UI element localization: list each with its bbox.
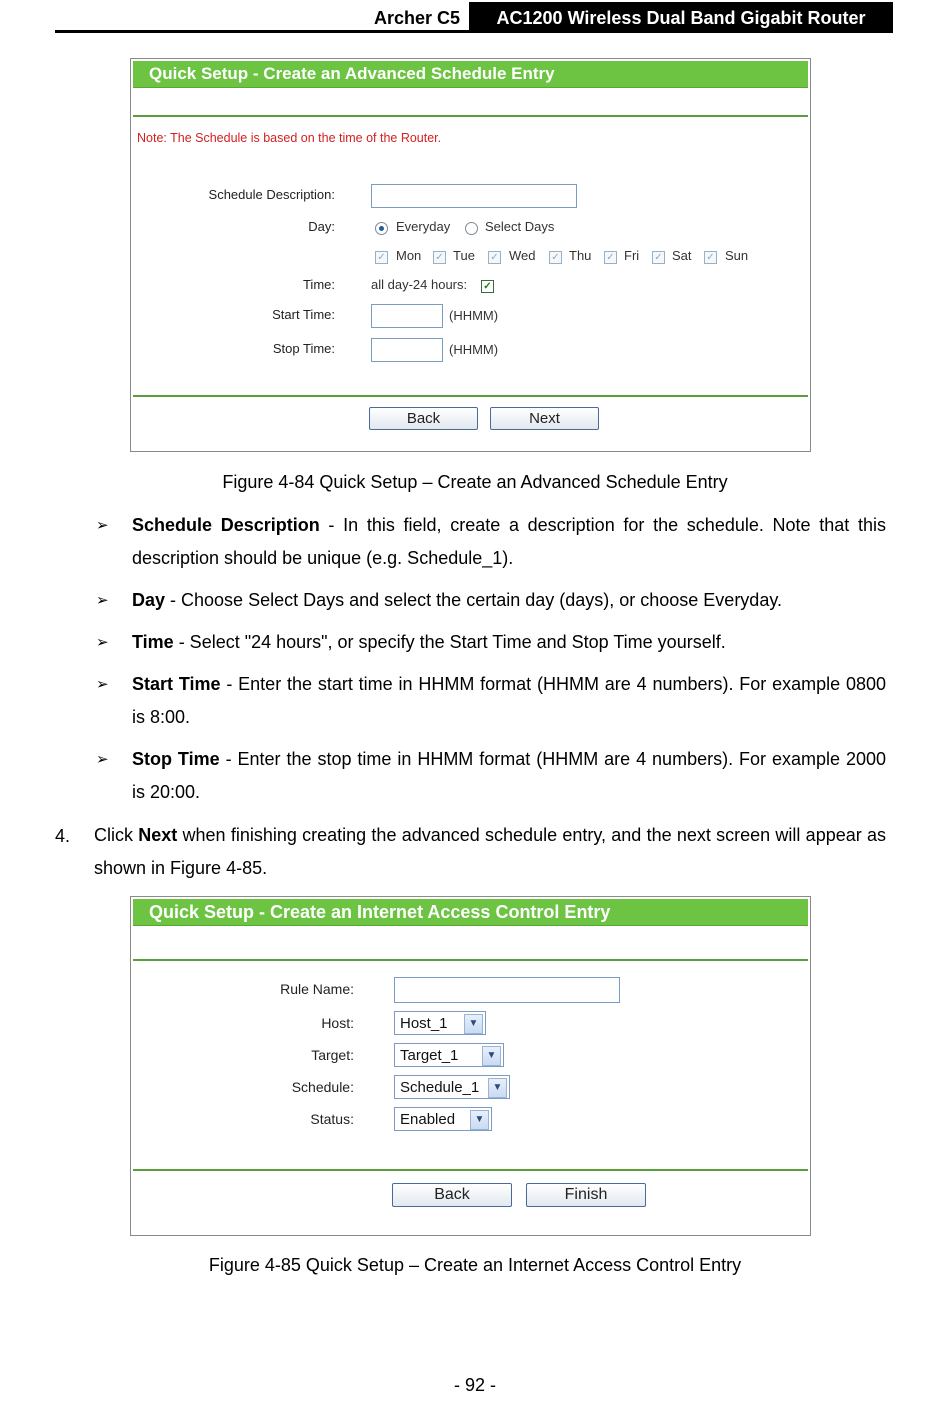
start-time-label: Start Time: (272, 307, 335, 322)
schedule-value: Schedule_1 (400, 1079, 480, 1096)
host-label: Host: (321, 1015, 354, 1031)
target-label: Target: (311, 1047, 354, 1063)
everyday-radio[interactable] (375, 222, 388, 235)
bullet-arrow-icon: ➢ (96, 634, 109, 651)
day-label-tue: Tue (453, 248, 475, 263)
divider (133, 959, 808, 961)
day-checkbox-sat[interactable]: ✓ (652, 251, 665, 264)
schedule-description-label: Schedule Description: (208, 187, 335, 202)
step-text: when finishing creating the advanced schedule entry, and the next screen will appear as shown in Figure 4-85. (94, 825, 887, 878)
rule-name-label: Rule Name: (280, 981, 354, 997)
day-checkbox-sun[interactable]: ✓ (704, 251, 717, 264)
schedule-entry-screenshot (130, 58, 811, 452)
bullet-item (132, 509, 886, 575)
access-control-screenshot (130, 896, 811, 1236)
bullet-term: Start Time (132, 674, 221, 694)
day-label-fri: Fri (624, 248, 640, 263)
day-label-sun: Sun (725, 248, 749, 263)
header-model: Archer C5 (373, 8, 460, 28)
day-label-sat: Sat (672, 248, 692, 263)
schedule-select[interactable] (394, 1075, 510, 1099)
day-label-mon: Mon (396, 248, 422, 263)
chevron-down-icon[interactable]: ▼ (464, 1014, 483, 1034)
bullet-item (132, 743, 886, 809)
day-label-thu: Thu (569, 248, 592, 263)
step-paragraph (94, 819, 886, 885)
bullet-item (132, 584, 886, 617)
everyday-label: Everyday (396, 219, 451, 234)
host-select[interactable] (394, 1011, 486, 1035)
day-checkbox-thu[interactable]: ✓ (549, 251, 562, 264)
divider (133, 1169, 808, 1171)
host-value: Host_1 (400, 1015, 448, 1032)
all-day-checkbox[interactable]: ✓ (481, 280, 494, 293)
day-checkbox-fri[interactable]: ✓ (604, 251, 617, 264)
step-text: Click (94, 825, 139, 845)
rule-name-input[interactable] (394, 977, 620, 1003)
bullet-term: Stop Time (132, 749, 220, 769)
day-label: Day: (308, 219, 335, 234)
stop-time-input[interactable] (371, 338, 443, 362)
panel-title: Quick Setup - Create an Internet Access Control Entry (133, 899, 808, 926)
status-value: Enabled (400, 1111, 456, 1128)
divider (133, 115, 808, 117)
bullet-text: - Enter the stop time in HHMM format (HHMM are 4 numbers). For example 2000 is 20:00. (132, 749, 886, 802)
bullet-text: - Enter the start time in HHMM format (HHMM are 4 numbers). For example 0800 is 8:00. (132, 674, 887, 727)
chevron-down-icon[interactable]: ▼ (470, 1110, 489, 1130)
bullet-item (132, 668, 886, 734)
chevron-down-icon[interactable]: ▼ (482, 1046, 501, 1066)
schedule-label: Schedule: (291, 1079, 354, 1095)
panel-title: Quick Setup - Create an Advanced Schedule Entry (133, 61, 808, 88)
target-select[interactable] (394, 1043, 504, 1067)
figure-caption: Figure 4-84 Quick Setup – Create an Advanced Schedule Entry (222, 472, 728, 492)
back-button[interactable]: Back (369, 407, 478, 430)
stop-time-format: (HHMM) (449, 342, 499, 357)
back-button[interactable]: Back (392, 1183, 512, 1207)
bullet-text: - Select "24 hours", or specify the Start Time and Stop Time yourself. (173, 632, 726, 652)
select-days-radio[interactable] (465, 222, 478, 235)
day-checkbox-mon[interactable]: ✓ (375, 251, 388, 264)
status-select[interactable] (394, 1107, 492, 1131)
divider (133, 395, 808, 397)
header-rule (55, 30, 893, 33)
target-value: Target_1 (400, 1047, 459, 1064)
bullet-term: Time (132, 632, 174, 652)
bullet-text: - Choose Select Days and select the certain day (days), or choose Everyday. (165, 590, 782, 610)
bullet-arrow-icon: ➢ (96, 517, 109, 534)
bullet-text: - In this field, create a description for the schedule. Note that this description should be unique (e.g. Schedule_1). (132, 515, 886, 568)
day-checkbox-tue[interactable]: ✓ (433, 251, 446, 264)
start-time-input[interactable] (371, 304, 443, 328)
bullet-arrow-icon: ➢ (96, 676, 109, 693)
header-product: AC1200 Wireless Dual Band Gigabit Router (469, 2, 893, 32)
step-number: 4. (55, 826, 71, 846)
select-days-label: Select Days (485, 219, 555, 234)
bullet-term: Schedule Description (132, 515, 320, 535)
page-number: - 92 - (453, 1375, 496, 1395)
chevron-down-icon[interactable]: ▼ (488, 1078, 507, 1098)
schedule-description-input[interactable] (371, 184, 577, 208)
schedule-note: Note: The Schedule is based on the time of the Router. (137, 131, 442, 145)
day-checkbox-wed[interactable]: ✓ (488, 251, 501, 264)
finish-button[interactable]: Finish (526, 1183, 646, 1207)
time-label: Time: (302, 277, 335, 292)
bullet-item (132, 626, 886, 659)
next-button[interactable]: Next (490, 407, 599, 430)
day-label-wed: Wed (509, 248, 536, 263)
start-time-format: (HHMM) (449, 308, 499, 323)
stop-time-label: Stop Time: (272, 341, 335, 356)
status-label: Status: (310, 1111, 354, 1127)
bullet-arrow-icon: ➢ (96, 592, 109, 609)
bullet-term: Day (132, 590, 166, 610)
figure-caption: Figure 4-85 Quick Setup – Create an Internet Access Control Entry (208, 1255, 742, 1275)
step-bold: Next (138, 825, 178, 845)
bullet-arrow-icon: ➢ (96, 751, 109, 768)
all-day-label: all day-24 hours: (371, 277, 468, 292)
